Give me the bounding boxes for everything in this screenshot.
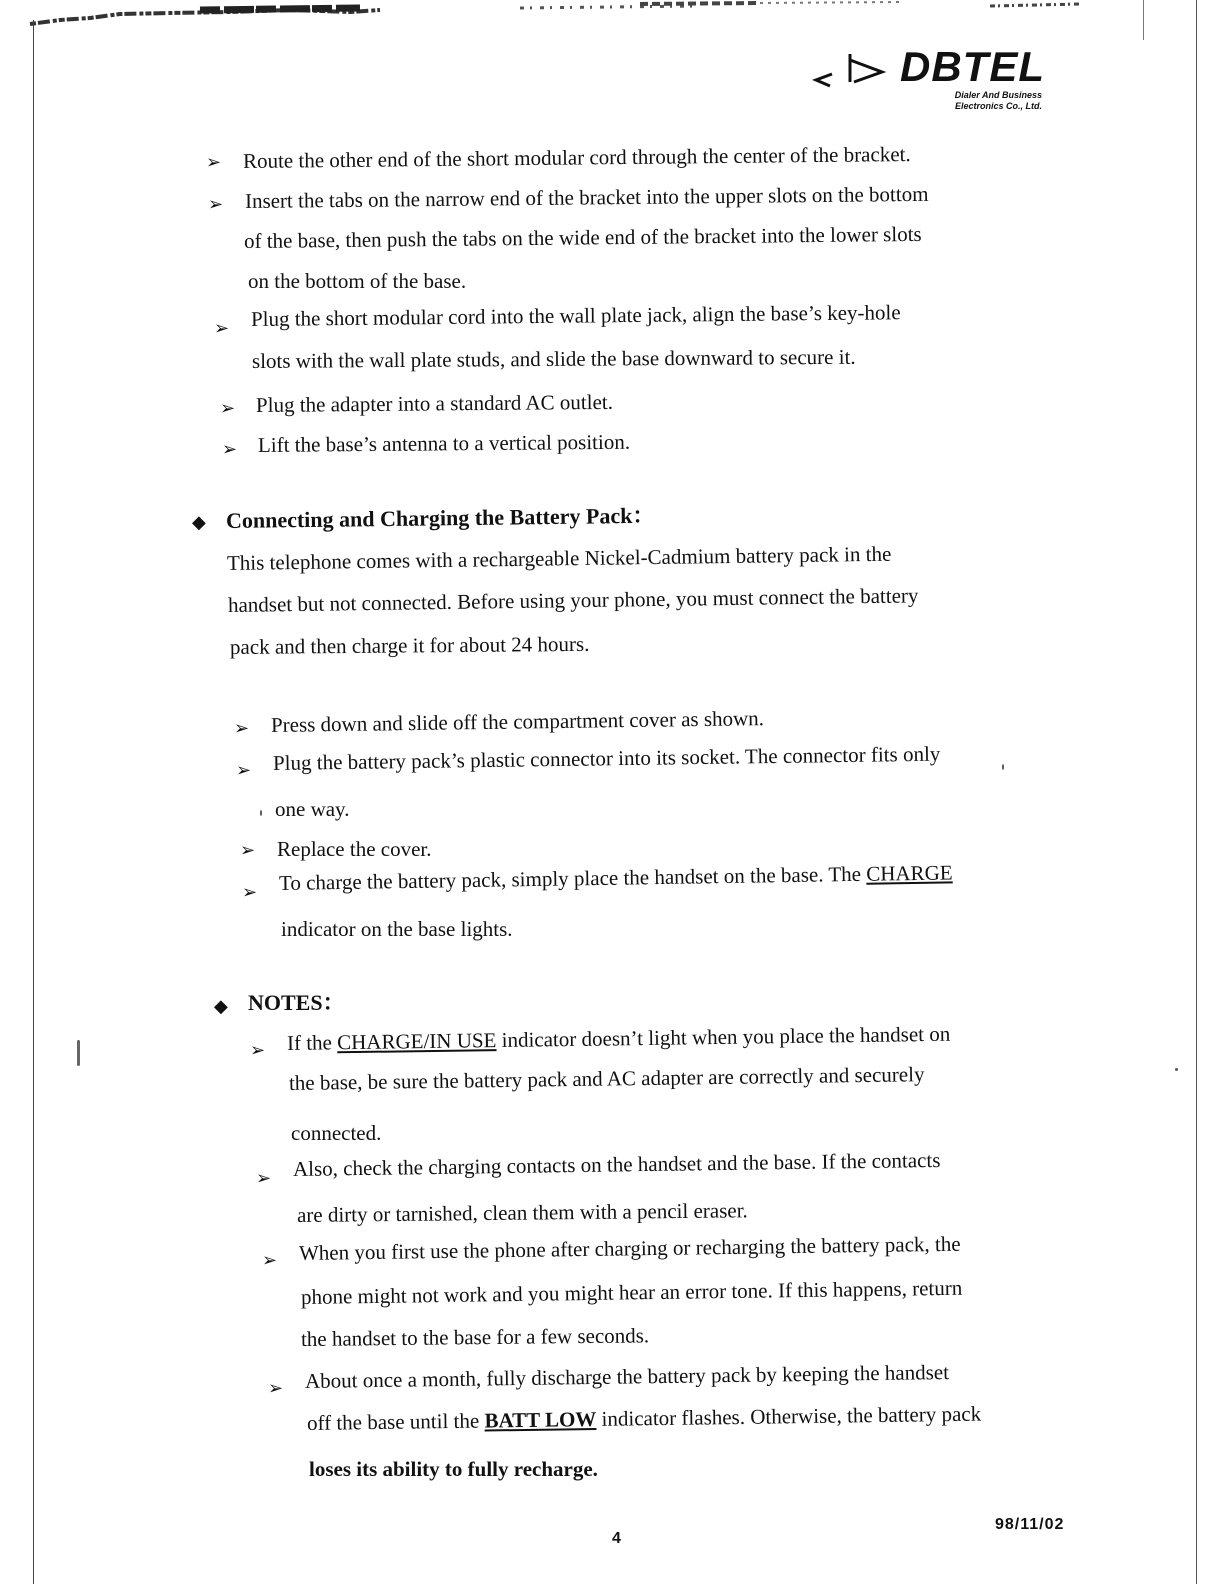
battery-step-4-text: To charge the battery pack, simply place the handset on the base. The bbox=[278, 861, 867, 895]
scan-speck bbox=[260, 810, 262, 816]
note-4-pre: off the base until the bbox=[306, 1408, 485, 1435]
battery-step-2-line2: one way. bbox=[275, 797, 350, 821]
battery-step-4-line2: indicator on the base lights. bbox=[281, 917, 513, 941]
logo-tagline-line1: Dialer And Business bbox=[954, 90, 1042, 100]
note-1-line2: the base, be sure the battery pack and AC adapter are correctly and securely bbox=[288, 1062, 925, 1095]
bracket-step-2-line2: of the base, then push the tabs on the wide end of the bracket into the lower slots bbox=[243, 221, 922, 253]
scan-mark bbox=[77, 1040, 80, 1066]
note-3-line2: phone might not work and you might hear an error tone. If this happens, return bbox=[300, 1275, 963, 1309]
battery-intro-line2: handset but not connected. Before using your phone, you must connect the battery bbox=[227, 583, 919, 617]
notes-heading: NOTES： bbox=[248, 990, 345, 1015]
battery-step-3: Replace the cover. bbox=[277, 837, 432, 861]
logo-tagline-line2: Electronics Co., Ltd. bbox=[954, 101, 1042, 111]
scan-edge-noise bbox=[0, 0, 1224, 30]
bracket-step-1: Route the other end of the short modular cord through the center of the bracket. bbox=[242, 142, 911, 173]
scan-edge-right bbox=[1196, 0, 1197, 1584]
note-4-post: indicator flashes. Otherwise, the battery pack bbox=[596, 1401, 982, 1431]
battery-section-heading: Connecting and Charging the Battery Pack： bbox=[225, 502, 655, 533]
scan-edge-right-top bbox=[1143, 0, 1144, 40]
note-4-line3: loses its ability to fully recharge. bbox=[309, 1457, 598, 1481]
battery-step-4-line1 bbox=[279, 859, 953, 896]
arrow-bullet-icon: ➢ bbox=[234, 718, 250, 739]
bracket-step-2-line1: Insert the tabs on the narrow end of the bracket into the upper slots on the bottom bbox=[244, 181, 929, 213]
arrow-bullet-icon: ➢ bbox=[222, 439, 238, 460]
note-2-line1: Also, check the charging contacts on the handset and the base. If the contacts bbox=[292, 1147, 941, 1181]
document-date: 98/11/02 bbox=[995, 1516, 1065, 1533]
arrow-bullet-icon: ➢ bbox=[206, 152, 222, 173]
bracket-step-5: Lift the base’s antenna to a vertical position. bbox=[257, 429, 631, 457]
company-logo bbox=[810, 42, 1050, 122]
bracket-step-2-line3: on the bottom of the base. bbox=[248, 269, 467, 293]
arrow-bullet-icon: ➢ bbox=[250, 1040, 266, 1061]
arrow-bullet-icon: ➢ bbox=[208, 194, 224, 215]
batt-low-indicator-label: BATT LOW bbox=[484, 1406, 597, 1433]
battery-step-1: Press down and slide off the compartment cover as shown. bbox=[270, 706, 765, 737]
arrow-bullet-icon: ➢ bbox=[240, 840, 256, 861]
scan-speck bbox=[1002, 764, 1004, 770]
bracket-step-4: Plug the adapter into a standard AC outlet. bbox=[255, 389, 614, 417]
scan-speck bbox=[1175, 1068, 1178, 1071]
arrow-bullet-icon: ➢ bbox=[256, 1168, 272, 1189]
battery-step-2-line1: Plug the battery pack’s plastic connector into its socket. The connector fits only bbox=[272, 741, 941, 775]
note-3-line1: When you first use the phone after charging or recharging the battery pack, the bbox=[298, 1231, 961, 1265]
arrow-bullet-icon: ➢ bbox=[220, 398, 236, 419]
logo-name: DBTEL bbox=[900, 43, 1045, 90]
logo-mark-icon bbox=[810, 48, 898, 92]
battery-intro-line1: This telephone comes with a rechargeable Nickel-Cadmium battery pack in the bbox=[226, 541, 892, 575]
arrow-bullet-icon: ➢ bbox=[262, 1250, 278, 1271]
charge-in-use-indicator-label: CHARGE/IN USE bbox=[336, 1028, 497, 1055]
bracket-step-3-line1: Plug the short modular cord into the wall plate jack, align the base’s key-hole bbox=[250, 300, 901, 331]
note-4-line1: About once a month, fully discharge the battery pack by keeping the handset bbox=[304, 1360, 950, 1393]
arrow-bullet-icon: ➢ bbox=[236, 760, 252, 781]
note-1-pre: If the bbox=[286, 1030, 338, 1055]
note-1-post: indicator doesn’t light when you place the handset on bbox=[496, 1021, 951, 1053]
arrow-bullet-icon: ➢ bbox=[268, 1378, 284, 1399]
bracket-step-3-line2: slots with the wall plate studs, and slide the base downward to secure it. bbox=[251, 344, 856, 373]
charge-indicator-label: CHARGE bbox=[866, 860, 953, 886]
logo-tagline bbox=[902, 90, 1042, 112]
battery-intro-line3: pack and then charge it for about 24 hours. bbox=[229, 631, 590, 659]
note-2-line2: are dirty or tarnished, clean them with a pencil eraser. bbox=[296, 1198, 748, 1227]
scan-edge-left bbox=[33, 20, 34, 1584]
diamond-bullet-icon: ◆ bbox=[192, 512, 206, 533]
arrow-bullet-icon: ➢ bbox=[214, 318, 230, 339]
note-3-line3: the handset to the base for a few seconds. bbox=[300, 1323, 650, 1351]
note-4-line2 bbox=[307, 1401, 982, 1436]
arrow-bullet-icon: ➢ bbox=[242, 882, 258, 903]
note-1-line1 bbox=[287, 1021, 951, 1056]
note-1-line3: connected. bbox=[291, 1121, 382, 1145]
page-number: 4 bbox=[612, 1530, 621, 1547]
diamond-bullet-icon: ◆ bbox=[214, 996, 228, 1017]
